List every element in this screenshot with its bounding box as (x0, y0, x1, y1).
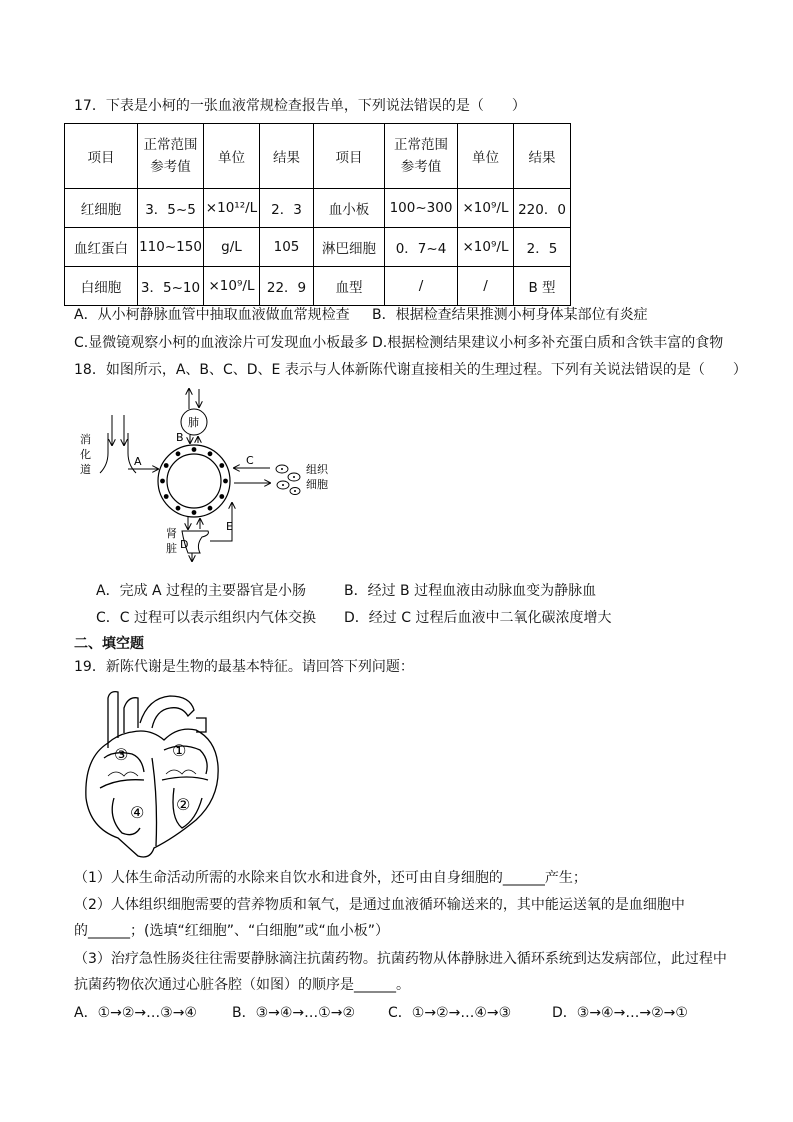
chamber-label-3: ③ (114, 745, 129, 764)
q18-option-a: A．完成 A 过程的主要器官是小肠 (96, 583, 307, 599)
chamber-label-2: ② (176, 795, 191, 814)
q17-option-d: D.根据检测结果建议小柯多补充蛋白质和含铁丰富的食物 (372, 335, 724, 351)
q19-part2-line2: 的______；(选填“红细胞”、“白细胞”或“血小板”） (74, 923, 389, 939)
table-header: 单位 (204, 124, 260, 189)
table-cell: 0．7~4 (385, 228, 458, 267)
chamber-label-4: ④ (130, 803, 145, 822)
table-cell: 110~150 (138, 228, 204, 267)
table-cell: ×10⁹/L (458, 189, 514, 228)
digestive-tract-tube (100, 433, 136, 473)
section-heading: 二、填空题 (74, 636, 144, 652)
metabolism-diagram (70, 385, 340, 565)
q17-stem: 17．下表是小柯的一张血液常规检查报告单，下列说法错误的是（ ） (74, 98, 526, 114)
q17-option-b: B．根据检查结果推测小柯身体某部位有炎症 (372, 307, 648, 323)
table-cell: 3．5~10 (138, 267, 204, 306)
table-cell: / (458, 267, 514, 306)
table-cell: 血红蛋白 (65, 228, 138, 267)
table-cell: ×10¹²/L (204, 189, 260, 228)
q18-stem: 18．如图所示，A、B、C、D、E 表示与人体新陈代谢直接相关的生理过程。下列有关说法错误的是（ ） (74, 362, 747, 378)
table-cell: 血型 (314, 267, 385, 306)
table-header: 项目 (314, 124, 385, 189)
q19-stem: 19．新陈代谢是生物的最基本特征。请回答下列问题： (74, 659, 414, 675)
table-cell: 22．9 (260, 267, 314, 306)
svg-text:组织: 组织 (306, 463, 328, 476)
q19-option-a: A．①→②→…③→④ (74, 1005, 197, 1021)
table-cell: 红细胞 (65, 189, 138, 228)
q18-option-b: B．经过 B 过程血液由动脉血变为静脉血 (344, 583, 597, 599)
heart-outline (86, 692, 218, 857)
table-header: 单位 (458, 124, 514, 189)
table-cell: 2．3 (260, 189, 314, 228)
label-b: B (176, 431, 184, 444)
svg-text:细胞: 细胞 (306, 478, 328, 491)
table-cell: ×10⁹/L (458, 228, 514, 267)
digestive-tract-label (80, 432, 91, 476)
table-header: 项目 (65, 124, 138, 189)
kidney-label (166, 526, 177, 555)
table-cell: 血小板 (314, 189, 385, 228)
table-cell: 淋巴细胞 (314, 228, 385, 267)
table-cell: 2．5 (514, 228, 571, 267)
q18-option-d: D．经过 C 过程后血液中二氧化碳浓度增大 (344, 610, 612, 626)
table-cell: / (385, 267, 458, 306)
table-cell: g/L (204, 228, 260, 267)
svg-text:脏: 脏 (166, 542, 177, 555)
circulation-ring-inner (167, 454, 221, 508)
table-cell: ×10⁹/L (204, 267, 260, 306)
svg-text:道: 道 (80, 463, 91, 476)
q17-option-c: C.显微镜观察小柯的血液涂片可发现血小板最多 (74, 335, 369, 351)
svg-text:消: 消 (80, 433, 91, 446)
label-e: E (226, 520, 233, 533)
label-c: C (246, 454, 254, 467)
table-header: 正常范围 参考值 (385, 124, 458, 189)
table-cell: 105 (260, 228, 314, 267)
q19-part2-line1: （2）人体组织细胞需要的营养物质和氧气，是通过血液循环输送来的，其中能运送氧的是血细胞中 (74, 897, 685, 913)
table-header: 结果 (514, 124, 571, 189)
q17-option-a: A．从小柯静脉血管中抽取血液做血常规检查 (74, 307, 350, 323)
table-cell: 220．0 (514, 189, 571, 228)
table-cell: 白细胞 (65, 267, 138, 306)
q19-option-c: C．①→②→…④→③ (388, 1005, 512, 1021)
label-d: D (180, 538, 189, 551)
table-cell: B 型 (514, 267, 571, 306)
svg-text:肾: 肾 (166, 527, 177, 540)
blood-cells (160, 447, 228, 515)
chamber-label-1: ① (172, 741, 187, 760)
q19-part3-line2: 抗菌药物依次通过心脏各腔（如图）的顺序是______。 (74, 977, 410, 993)
tissue-cells-icon (276, 465, 300, 495)
circulation-ring-outer (158, 445, 230, 517)
lung-label: 肺 (188, 416, 199, 429)
table-cell: 100~300 (385, 189, 458, 228)
q19-option-b: B．③→④→…①→② (232, 1005, 355, 1021)
q19-part1: （1）人体生命活动所需的水除来自饮水和进食外，还可由自身细胞的______产生； (74, 870, 587, 886)
q18-option-c: C．C 过程可以表示组织内气体交换 (96, 610, 317, 626)
table-cell: 3．5~5 (138, 189, 204, 228)
heart-diagram (78, 688, 238, 863)
label-a: A (134, 455, 142, 468)
table-header: 结果 (260, 124, 314, 189)
blood-report-table (64, 123, 571, 306)
tissue-cells-label (306, 463, 329, 491)
svg-text:化: 化 (80, 448, 91, 461)
q19-part3-line1: （3）治疗急性肠炎往往需要静脉滴注抗菌药物。抗菌药物从体静脉进入循环系统到达发病部位，此过程中 (74, 951, 727, 967)
table-header: 正常范围 参考值 (138, 124, 204, 189)
q19-option-d: D．③→④→…→②→① (552, 1005, 688, 1021)
